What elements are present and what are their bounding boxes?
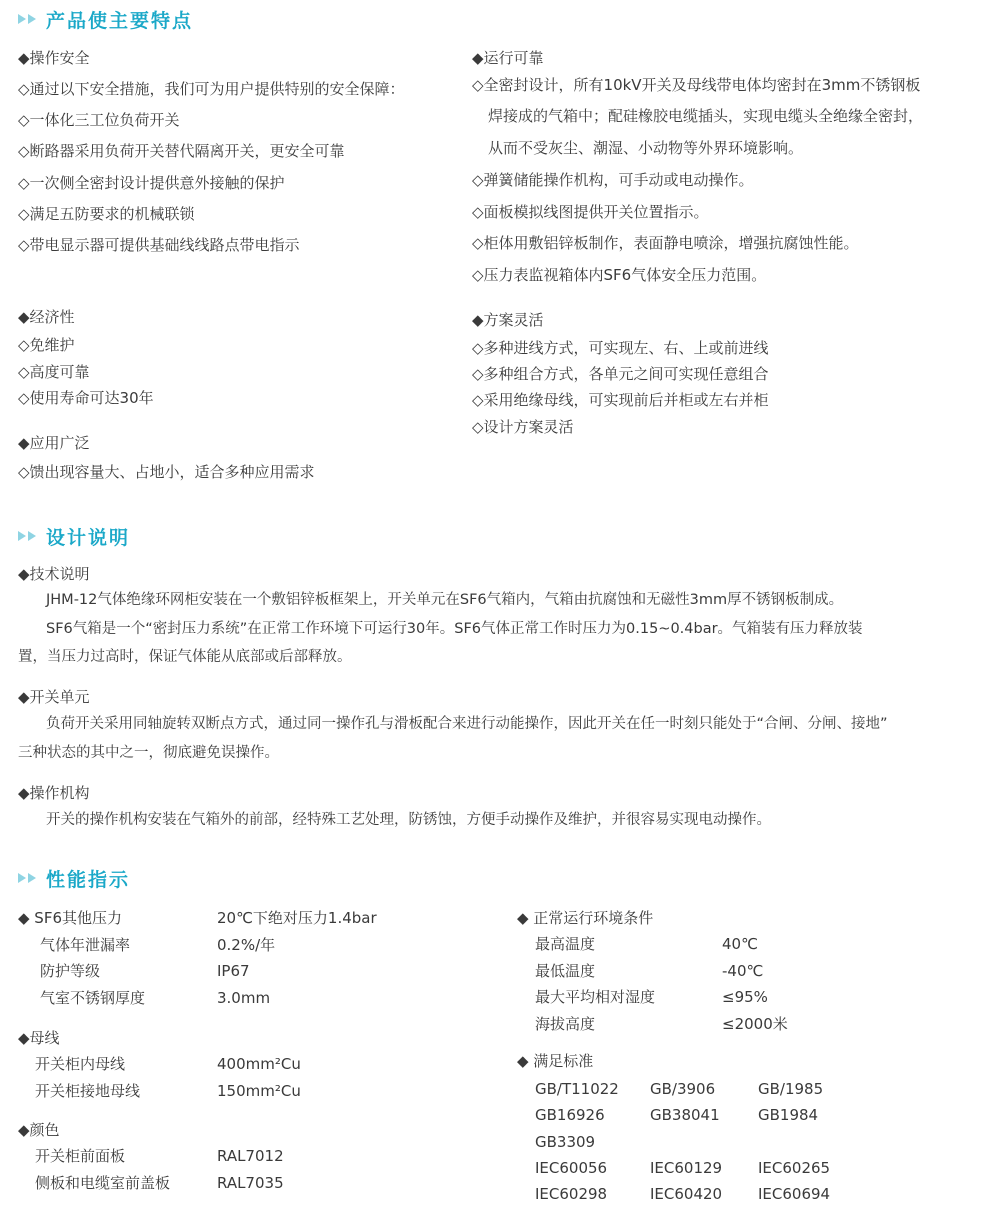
feature-item: ◇使用寿命可达30年 xyxy=(18,389,154,407)
feature-item: ◇多种进线方式，可实现左、右、上或前进线 xyxy=(472,339,769,357)
standard-code: IEC60420 xyxy=(650,1185,723,1203)
design-heading: ◆操作机构 xyxy=(18,784,90,802)
design-paragraph-line: SF6气箱是一个“密封压力系统”在正常工作环境下可运行30年。SF6气体正常工作时压力为0.15~0.4bar。气箱装有压力释放装 xyxy=(46,621,863,637)
design-paragraph-line: 置，当压力过高时，保证气体能从底部或后部释放。 xyxy=(18,649,352,665)
section-title: 性能指示 xyxy=(46,868,131,891)
feature-item: ◇高度可靠 xyxy=(18,363,90,381)
feature-item: ◇面板模拟线图提供开关位置指示。 xyxy=(472,203,709,221)
standard-code: GB38041 xyxy=(650,1106,720,1124)
standard-code: GB1984 xyxy=(758,1106,819,1124)
spec-label: 最高温度 xyxy=(535,935,596,953)
spec-value: IP67 xyxy=(217,962,250,980)
feature-item: ◇满足五防要求的机械联锁 xyxy=(18,205,195,223)
double-arrow-icon xyxy=(18,873,36,883)
feature-item: ◇设计方案灵活 xyxy=(472,418,574,436)
spec-label: ◆ SF6其他压力 xyxy=(18,909,122,927)
standard-code: IEC60298 xyxy=(535,1185,608,1203)
feature-item: ◇断路器采用负荷开关替代隔离开关，更安全可靠 xyxy=(18,142,345,160)
feature-item: ◇通过以下安全措施，我们可为用户提供特别的安全保障： xyxy=(18,80,405,98)
spec-heading: ◆母线 xyxy=(18,1029,60,1047)
spec-value: 3.0mm xyxy=(217,989,271,1007)
spec-label: 防护等级 xyxy=(40,962,101,980)
standard-code: GB16926 xyxy=(535,1106,605,1124)
spec-heading: ◆ 正常运行环境条件 xyxy=(517,909,654,927)
section-title: 产品使主要特点 xyxy=(46,9,194,32)
spec-value: -40℃ xyxy=(722,962,764,980)
spec-label: 最低温度 xyxy=(535,962,596,980)
spec-value: 400mm²Cu xyxy=(217,1055,301,1073)
section-header-performance xyxy=(18,865,130,891)
feature-heading: ◆方案灵活 xyxy=(472,311,544,329)
spec-label: 气体年泄漏率 xyxy=(40,936,131,954)
feature-item: ◇弹簧储能操作机构，可手动或电动操作。 xyxy=(472,171,754,189)
section-header-features xyxy=(18,6,193,32)
feature-item: ◇多种组合方式，各单元之间可实现任意组合 xyxy=(472,365,769,383)
spec-value: 40℃ xyxy=(722,935,758,953)
spec-value: 20℃下绝对压力1.4bar xyxy=(217,909,377,927)
feature-heading: ◆应用广泛 xyxy=(18,434,90,452)
feature-heading: ◆操作安全 xyxy=(18,49,90,67)
standard-code: IEC60056 xyxy=(535,1159,608,1177)
spec-value: 0.2%/年 xyxy=(217,936,276,954)
section-header-design xyxy=(18,523,130,549)
spec-heading: ◆ 满足标准 xyxy=(517,1052,594,1070)
spec-value: ≤95% xyxy=(722,988,768,1006)
spec-value: RAL7012 xyxy=(217,1147,284,1165)
spec-label: 气室不锈钢厚度 xyxy=(40,989,146,1007)
design-paragraph-line: 负荷开关采用同轴旋转双断点方式，通过同一操作孔与滑板配合来进行动能操作，因此开关在任一时刻只能处于“合闸、分闸、接地” xyxy=(46,716,888,732)
spec-label: 开关柜接地母线 xyxy=(35,1082,141,1100)
feature-item: ◇带电显示器可提供基础线线路点带电指示 xyxy=(18,236,300,254)
design-paragraph-line: 开关的操作机构安装在气箱外的前部，经特殊工艺处理，防锈蚀，方便手动操作及维护，并很容易实现电动操作。 xyxy=(46,812,771,828)
spec-value: 150mm²Cu xyxy=(217,1082,301,1100)
feature-item: ◇馈出现容量大、占地小，适合多种应用需求 xyxy=(18,463,315,481)
spec-heading: ◆颜色 xyxy=(18,1121,60,1139)
feature-item: ◇一体化三工位负荷开关 xyxy=(18,111,180,129)
spec-label: 开关柜前面板 xyxy=(35,1147,126,1165)
standard-code: IEC60129 xyxy=(650,1159,723,1177)
feature-heading: ◆运行可靠 xyxy=(472,49,544,67)
feature-item: ◇全密封设计，所有10kV开关及母线带电体均密封在3mm不锈钢板 xyxy=(472,76,921,94)
section-title: 设计说明 xyxy=(46,526,131,549)
standard-code: GB/T11022 xyxy=(535,1080,619,1098)
feature-item: ◇采用绝缘母线，可实现前后并柜或左右并柜 xyxy=(472,391,769,409)
standard-code: GB3309 xyxy=(535,1133,596,1151)
feature-item: ◇一次侧全密封设计提供意外接触的保护 xyxy=(18,174,285,192)
spec-label: 最大平均相对湿度 xyxy=(535,988,656,1006)
spec-value: RAL7035 xyxy=(217,1174,284,1192)
feature-item: ◇免维护 xyxy=(18,336,75,354)
spec-label: 开关柜内母线 xyxy=(35,1055,126,1073)
design-heading: ◆技术说明 xyxy=(18,565,90,583)
standard-code: GB/1985 xyxy=(758,1080,824,1098)
feature-heading: ◆经济性 xyxy=(18,308,75,326)
standard-code: IEC60694 xyxy=(758,1185,831,1203)
spec-label: 侧板和电缆室前盖板 xyxy=(35,1174,171,1192)
design-heading: ◆开关单元 xyxy=(18,688,90,706)
design-paragraph-line: JHM-12气体绝缘环网柜安装在一个敷铝锌板框架上，开关单元在SF6气箱内，气箱由抗腐蚀和无磁性3mm厚不锈钢板制成。 xyxy=(46,592,844,608)
spec-value: ≤2000米 xyxy=(722,1015,788,1033)
feature-item: ◇柜体用敷铝锌板制作，表面静电喷涂，增强抗腐蚀性能。 xyxy=(472,234,859,252)
double-arrow-icon xyxy=(18,14,36,24)
feature-item: 焊接成的气箱中；配硅橡胶电缆插头，实现电缆头全绝缘全密封， xyxy=(488,107,924,125)
double-arrow-icon xyxy=(18,531,36,541)
design-paragraph-line: 三种状态的其中之一，彻底避免误操作。 xyxy=(18,745,279,761)
standard-code: IEC60265 xyxy=(758,1159,831,1177)
feature-item: ◇压力表监视箱体内SF6气体安全压力范围。 xyxy=(472,266,767,284)
standard-code: GB/3906 xyxy=(650,1080,716,1098)
feature-item: 从而不受灰尘、潮湿、小动物等外界环境影响。 xyxy=(488,139,804,157)
spec-label: 海拔高度 xyxy=(535,1015,596,1033)
